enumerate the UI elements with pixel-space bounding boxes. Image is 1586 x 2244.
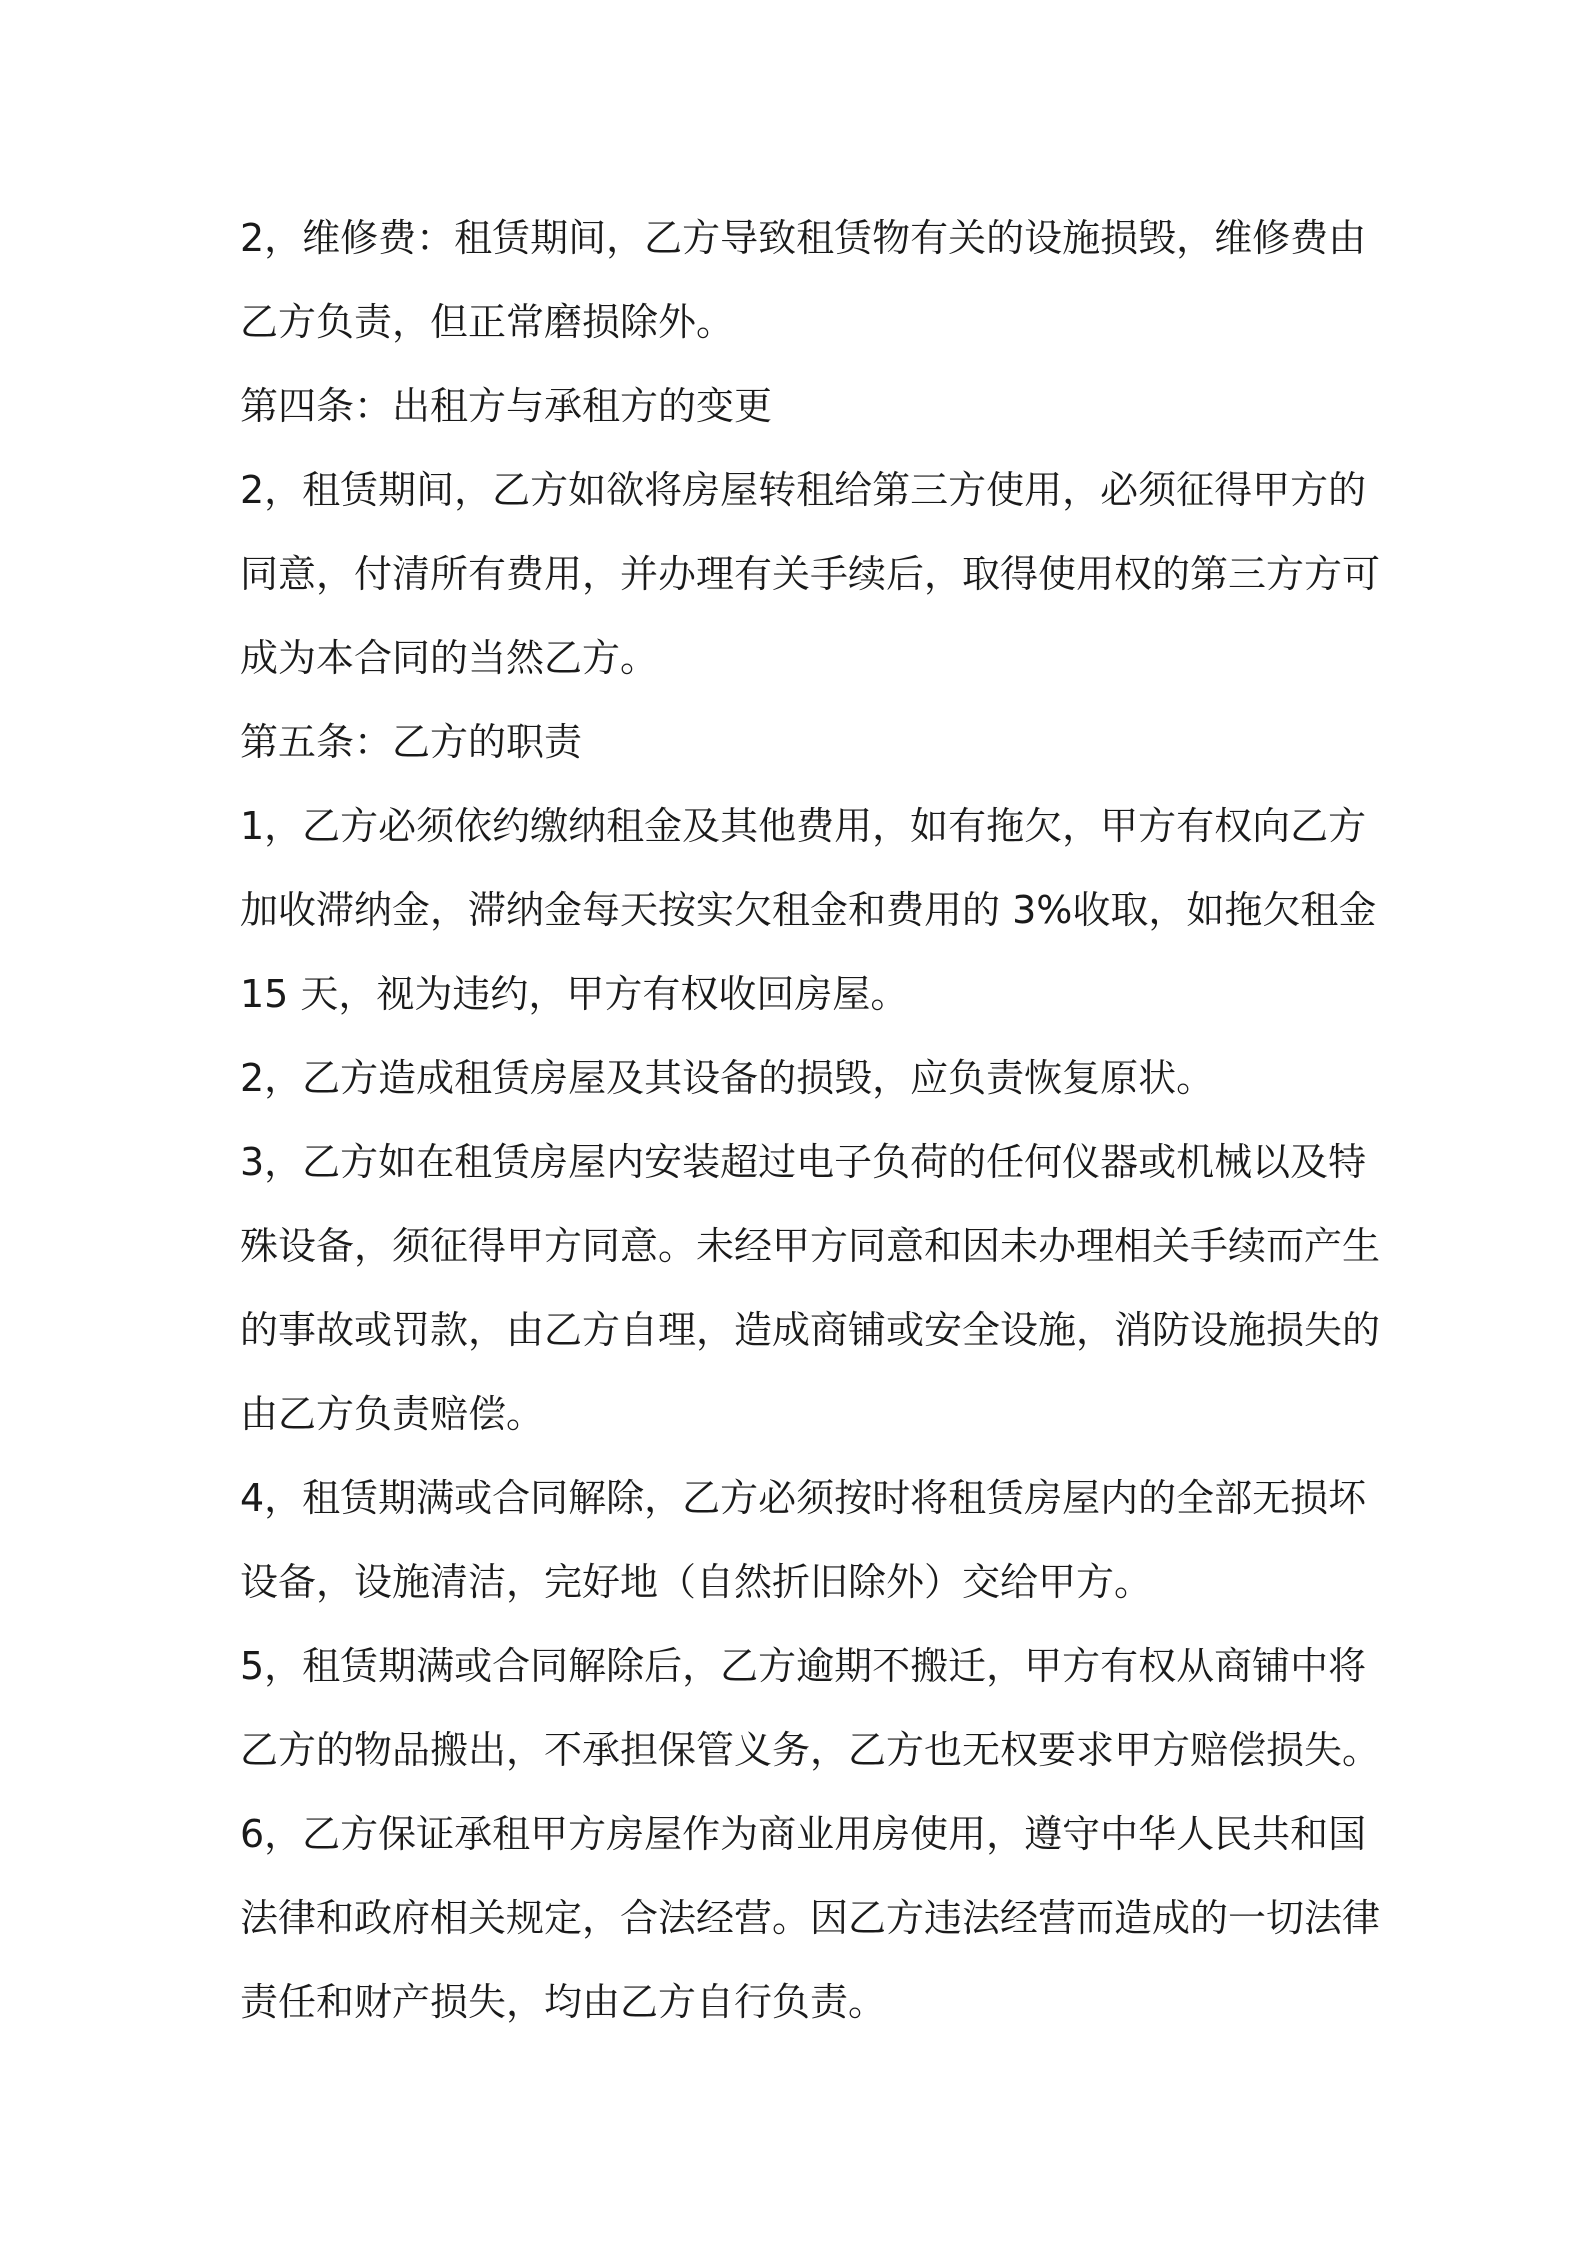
paragraph-clause-maintenance-fee [240,196,1367,364]
text-line: 设备，设施清洁，完好地（自然折旧除外）交给甲方。 [240,1560,1153,1604]
article-heading-4 [240,364,1350,448]
text-line: 的事故或罚款，由乙方自理，造成商铺或安全设施，消防设施损失的 [240,1308,1381,1352]
paragraph-clause-handover [240,1456,1367,1624]
text-line: 15 天，视为违约，甲方有权收回房屋。 [240,972,909,1016]
text-line: 5，租赁期满或合同解除后，乙方逾期不搬迁，甲方有权从商铺中将 [240,1644,1367,1688]
article-heading-5 [240,700,1350,784]
text-line: 殊设备，须征得甲方同意。未经甲方同意和因未办理相关手续而产生 [240,1224,1381,1268]
text-line: 由乙方负责赔偿。 [240,1392,545,1436]
paragraph-clause-legal-compliance [240,1792,1381,2044]
paragraph-clause-equipment-installation [240,1120,1381,1456]
text-line: 2，维修费：租赁期间，乙方导致租赁物有关的设施损毁，维修费由 [240,216,1367,260]
text-line: 乙方负责，但正常磨损除外。 [240,300,735,344]
text-line: 1，乙方必须依约缴纳租金及其他费用，如有拖欠，甲方有权向乙方 [240,804,1367,848]
text-line: 2，租赁期间，乙方如欲将房屋转租给第三方使用，必须征得甲方的 [240,468,1367,512]
text-line: 法律和政府相关规定，合法经营。因乙方违法经营而造成的一切法律 [240,1896,1381,1940]
document-body [240,196,1381,2044]
text-line: 第四条：出租方与承租方的变更 [240,384,773,428]
text-line: 成为本合同的当然乙方。 [240,636,659,680]
paragraph-clause-rent-payment [240,784,1377,1036]
text-line: 6，乙方保证承租甲方房屋作为商业用房使用，遵守中华人民共和国 [240,1812,1367,1856]
paragraph-clause-sublease [240,448,1381,700]
text-line: 4，租赁期满或合同解除，乙方必须按时将租赁房屋内的全部无损坏 [240,1476,1367,1520]
text-line: 责任和财产损失，均由乙方自行负责。 [240,1980,887,2024]
text-line: 第五条：乙方的职责 [240,720,583,764]
text-line: 3，乙方如在租赁房屋内安装超过电子负荷的任何仪器或机械以及特 [240,1140,1367,1184]
text-line: 同意，付清所有费用，并办理有关手续后，取得使用权的第三方方可 [240,552,1381,596]
paragraph-clause-damage-restoration [240,1036,1350,1120]
paragraph-clause-overdue-removal [240,1624,1381,1792]
text-line: 2，乙方造成租赁房屋及其设备的损毁，应负责恢复原状。 [240,1056,1215,1100]
text-line: 乙方的物品搬出，不承担保管义务，乙方也无权要求甲方赔偿损失。 [240,1728,1381,1772]
text-line: 加收滞纳金，滞纳金每天按实欠租金和费用的 3%收取，如拖欠租金 [240,888,1377,932]
